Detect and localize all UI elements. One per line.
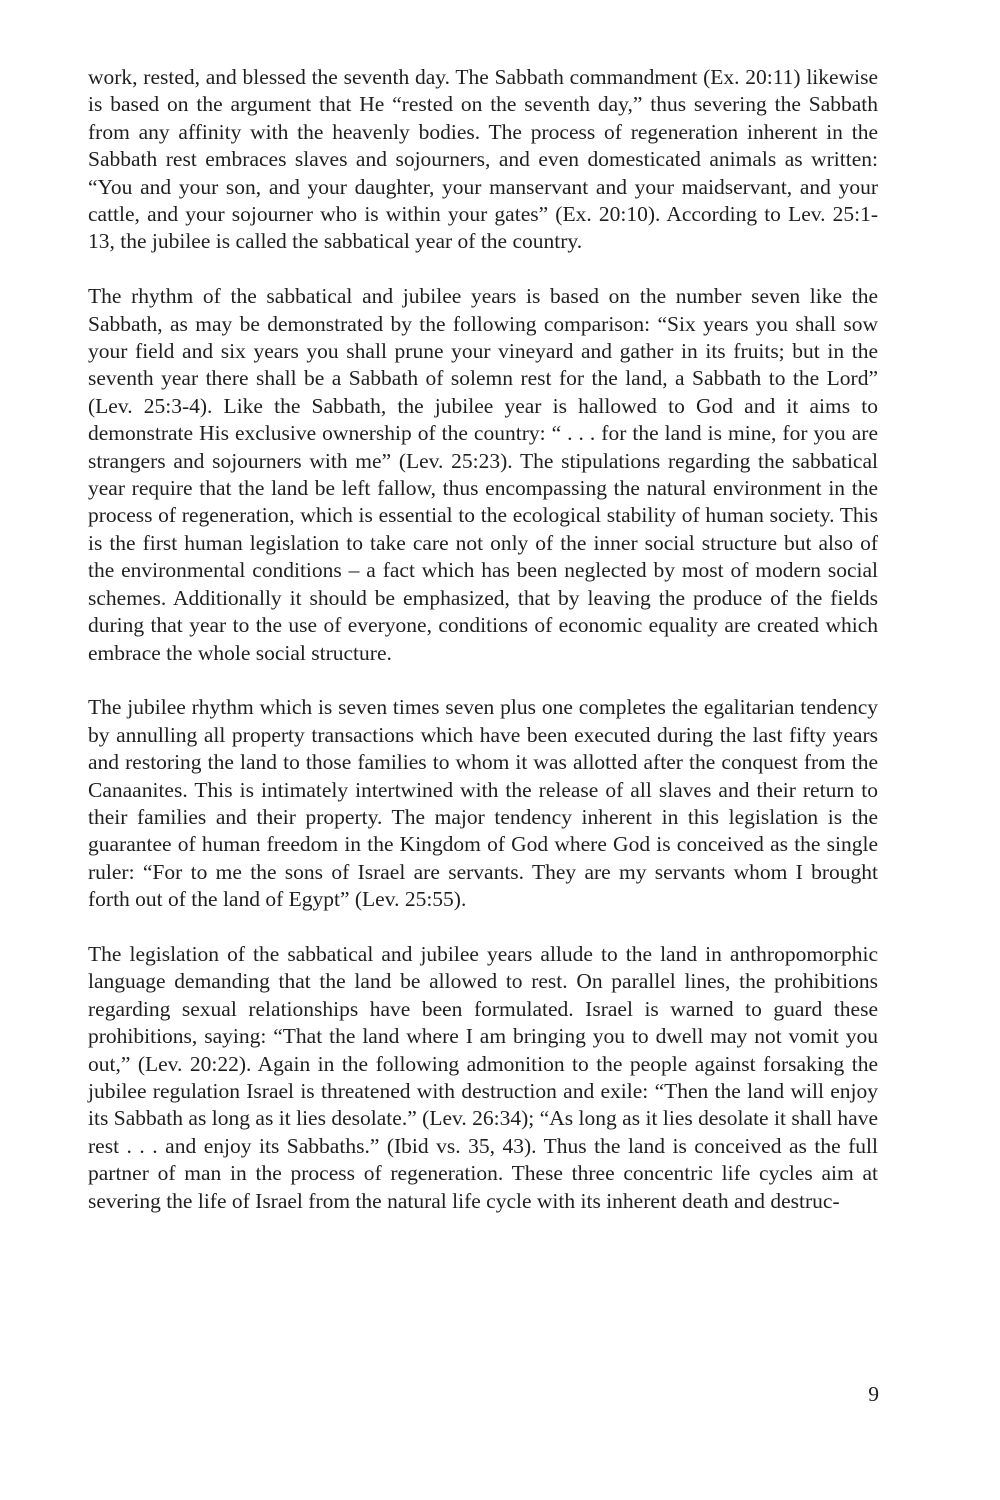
paragraph-4: The legislation of the sabbatical and jubilee years allude to the land in anthropomorphic language demanding that the land be allowed to rest. On parallel lines, the prohibitions regarding sexual relationships have been formulated. Israel is warned to guard these prohibitions, saying: “That the land where I am bringing you to dwell may not vomit you out,” (Lev. 20:22). Again in the following admonition to the people against forsaking the jubilee regulation Israel is threatened with destruction and exile: “Then the land will enjoy its Sabbath as long as it lies desolate.” (Lev. 26:34); “As long as it lies desolate it shall have rest . . . and enjoy its Sabbaths.” (Ibid vs. 35, 43). Thus the land is conceived as the full partner of man in the process of regeneration. These three concentric life cycles aim at severing the life of Israel from the natural life cycle with its inherent death and destruc- — [88, 941, 878, 1213]
page-number: 9 — [868, 1382, 879, 1406]
paragraph-1: work, rested, and blessed the seventh day. The Sabbath commandment (Ex. 20:11) likewise is based on the argument that He “rested on the seventh day,” thus severing the Sabbath from any affinity with the heavenly bodies. The process of regeneration inherent in the Sabbath rest embraces slaves and sojourners, and even domesticated animals as written: “You and your son, and your daughter, your manservant and your maidservant, and your cattle, and your sojourner who is within your gates” (Ex. 20:10). According to Lev. 25:1-13, the jubilee is called the sabbatical year of the country. — [88, 65, 878, 254]
paragraph-2: The rhythm of the sabbatical and jubilee years is based on the number seven like the Sabbath, as may be demonstrated by the following comparison: “Six years you shall sow your field and six years you shall prune your vineyard and gather in its fruits; but in the seventh year there shall be a Sabbath of solemn rest for the land, a Sabbath to the Lord” (Lev. 25:3-4). Like the Sabbath, the jubilee year is hallowed to God and it aims to demonstrate His exclusive ownership of the country: “ . . . for the land is mine, for you are strangers and sojourners with me” (Lev. 25:23). The stipulations regarding the sabbatical year require that the land be left fallow, thus encompassing the natural environment in the process of regeneration, which is essential to the ecological stability of human society. This is the first human legislation to take care not only of the inner social structure but also of the environmental conditions – a fact which has been neglected by most of modern social schemes. Additionally it should be emphasized, that by leaving the produce of the fields during that year to the use of everyone, conditions of economic equality are created which embrace the whole social structure. — [88, 284, 878, 665]
paragraph-3: The jubilee rhythm which is seven times seven plus one completes the egalitarian tendency by annulling all property transactions which have been executed during the last fifty years and restoring the land to those families to whom it was allotted after the conquest from the Canaanites. This is intimately intertwined with the release of all slaves and their return to their families and their property. The major tendency inherent in this legislation is the guarantee of human freedom in the Kingdom of God where God is conceived as the single ruler: “For to me the sons of Israel are servants. They are my servants whom I brought forth out of the land of Egypt” (Lev. 25:55). — [88, 695, 878, 912]
body-text — [88, 64, 878, 1215]
